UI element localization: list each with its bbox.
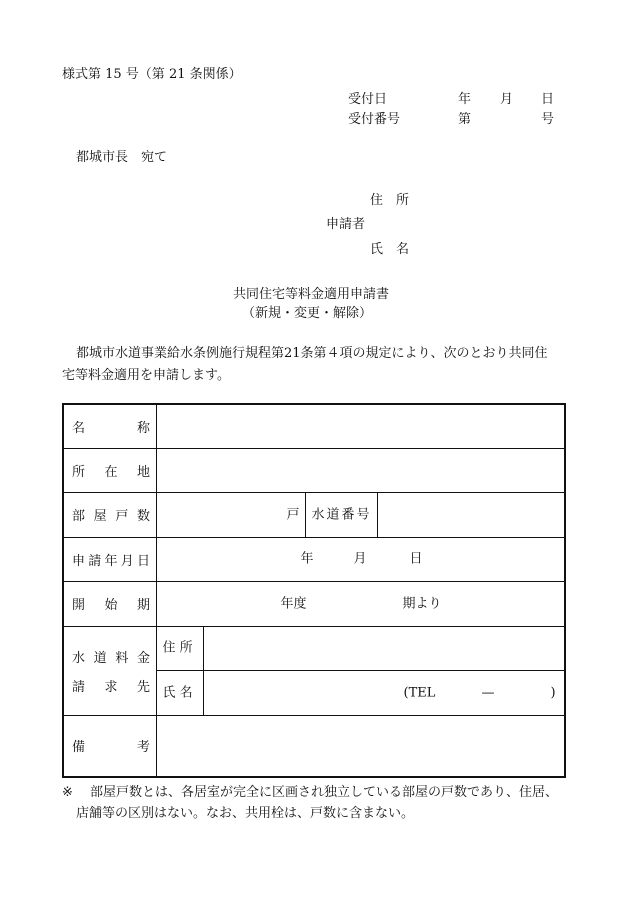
note-line1: 部屋戸数とは、各居室が完全に区画され独立している部屋の戸数であり、住居、 [90,785,559,800]
applicant-name-label: 氏 名 [370,242,410,257]
applicant-label: 申請者 [326,217,366,232]
rooms-unit: 戸 [286,507,300,522]
reception-day: 日 [541,92,555,107]
application-form-table [62,403,566,778]
note-mark: ※ [62,785,73,800]
billing-label: 水 道 料 金 請 求 先 [63,626,156,715]
billing-name-label-cell [156,670,203,715]
billing-address-label: 住 所 [162,640,193,656]
reception-month: 月 [500,92,514,107]
start-period-field[interactable] [156,581,565,626]
water-number-label-cell [305,492,377,537]
remarks-field[interactable] [156,715,565,777]
form-number: 様式第 15 号（第 21 条関係） [62,67,242,82]
row-location [63,448,565,492]
row-apply-date [63,537,565,581]
start-period-suffix: 期より [402,596,442,611]
row-remarks [63,715,565,777]
rooms-label: 部 屋 戸 数 [63,492,156,537]
reception-number-suffix: 号 [541,112,555,127]
rooms-count-field[interactable] [156,492,305,537]
remarks-label: 備 考 [63,715,156,777]
apply-day: 日 [409,551,423,567]
location-label: 所 在 地 [63,448,156,492]
reception-year: 年 [458,92,472,107]
apply-month: 月 [353,551,367,567]
body-text-line2: 宅等料金適用を申請します。 [62,368,230,383]
note-line2: 店舗等の区別はない。なお、共用栓は、戸数に含まない。 [76,806,415,821]
body-text-line1: 都城市水道事業給水条例施行規程第21条第４項の規定により、次のとおり共同住 [76,346,548,361]
tel-open: (TEL [403,685,436,700]
row-rooms [63,492,565,537]
apply-date-field[interactable] [156,537,565,581]
billing-address-label-cell [156,626,203,670]
apply-year: 年 [300,551,314,567]
start-fiscal-year: 年度 [280,596,307,611]
reception-number-label: 受付番号 [348,112,401,127]
location-field[interactable] [156,448,565,492]
billing-name-field[interactable] [203,670,565,715]
reception-number-prefix: 第 [458,112,472,127]
name-label: 名 称 [63,404,156,448]
reception-date-label: 受付日 [348,92,388,107]
billing-address-field[interactable] [203,626,565,670]
apply-date-label: 申 請 年 月 日 [63,537,156,581]
name-field[interactable] [156,404,565,448]
tel-close: ) [550,685,556,700]
row-billing-address [63,626,565,670]
tel-dash: — [481,685,495,700]
water-number-label: 水道番号 [311,507,372,522]
document-subtitle: （新規・変更・解除） [242,306,373,321]
addressee: 都城市長 宛て [76,150,168,165]
row-name [63,404,565,448]
water-number-field[interactable] [377,492,565,537]
applicant-address-label: 住 所 [370,193,410,208]
document-title: 共同住宅等料金適用申請書 [233,287,390,302]
row-start-period [63,581,565,626]
start-period-label: 開 始 期 [63,581,156,626]
billing-name-label: 氏 名 [162,685,193,700]
